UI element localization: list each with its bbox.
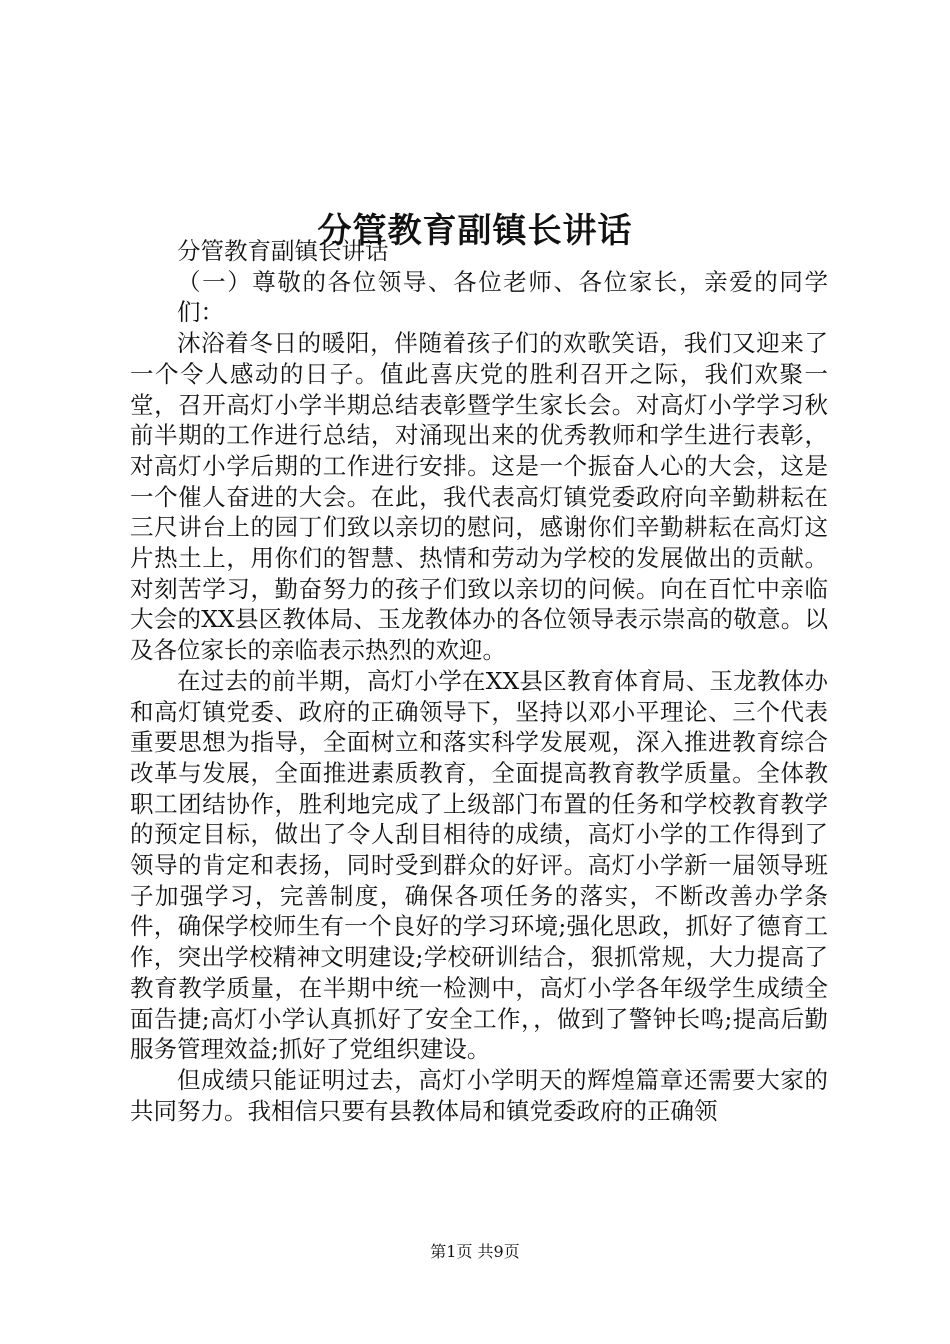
document-title: 分管教育副镇长讲话 bbox=[317, 210, 633, 251]
paragraph-2: 在过去的前半期，高灯小学在XX县区教育体育局、玉龙教体办和高灯镇党委、政府的正确领导下，坚持以邓小平理论、三个代表重要思想为指导，全面树立和落实科学发展观，深入推进教育综合改革与发展，全面推进素质教育，全面提高教育教学质量。全体教职工团结协作，胜利地完成了上级部门布置的任务和学校教育教学的预定目标，做出了令人刮目相待的成绩，高灯小学的工作得到了领导的肯定和表扬，同时受到群众的好评。高灯小学新一届领导班子加强学习，完善制度，确保各项任务的落实，不断改善办学条件，确保学校师生有一个良好的学习环境;强化思政，抓好了德育工作，突出学校精神文明建设;学校研训结合，狠抓常规，大力提高了教育教学质量，在半期中统一检测中，高灯小学各年级学生成绩全面告捷;高灯小学认真抓好了安全工作，，做到了警钟长鸣;提高后勤服务管理效益;抓好了党组织建设。 bbox=[130, 666, 828, 1064]
document-subtitle: 分管教育副镇长讲话 bbox=[177, 237, 389, 265]
paragraph-1: 沐浴着冬日的暖阳，伴随着孩子们的欢歌笑语，我们又迎来了一个令人感动的日子。值此喜庆党的胜利召开之际，我们欢聚一堂，召开高灯小学半期总结表彰暨学生家长会。对高灯小学学习秋前半期的工作进行总结，对涌现出来的优秀教师和学生进行表彰，对高灯小学后期的工作进行安排。这是一个振奋人心的大会，这是一个催人奋进的大会。在此，我代表高灯镇党委政府向辛勤耕耘在三尺讲台上的园丁们致以亲切的慰问，感谢你们辛勤耕耘在高灯这片热土上，用你们的智慧、热情和劳动为学校的发展做出的贡献。对刻苦学习，勤奋努力的孩子们致以亲切的问候。向在百忙中亲临大会的XX县区教体局、玉龙教体办的各位领导表示崇高的敬意。以及各位家长的亲临表示热烈的欢迎。 bbox=[130, 329, 828, 665]
salutation: （一）尊敬的各位领导、各位老师、各位家长，亲爱的同学们： bbox=[177, 267, 828, 327]
document-body bbox=[130, 236, 828, 1126]
page-footer: 第1页 共9页 bbox=[430, 1242, 520, 1261]
paragraph-3: 但成绩只能证明过去，高灯小学明天的辉煌篇章还需要大家的共同努力。我相信只要有县教体局和镇党委政府的正确领 bbox=[130, 1065, 828, 1125]
